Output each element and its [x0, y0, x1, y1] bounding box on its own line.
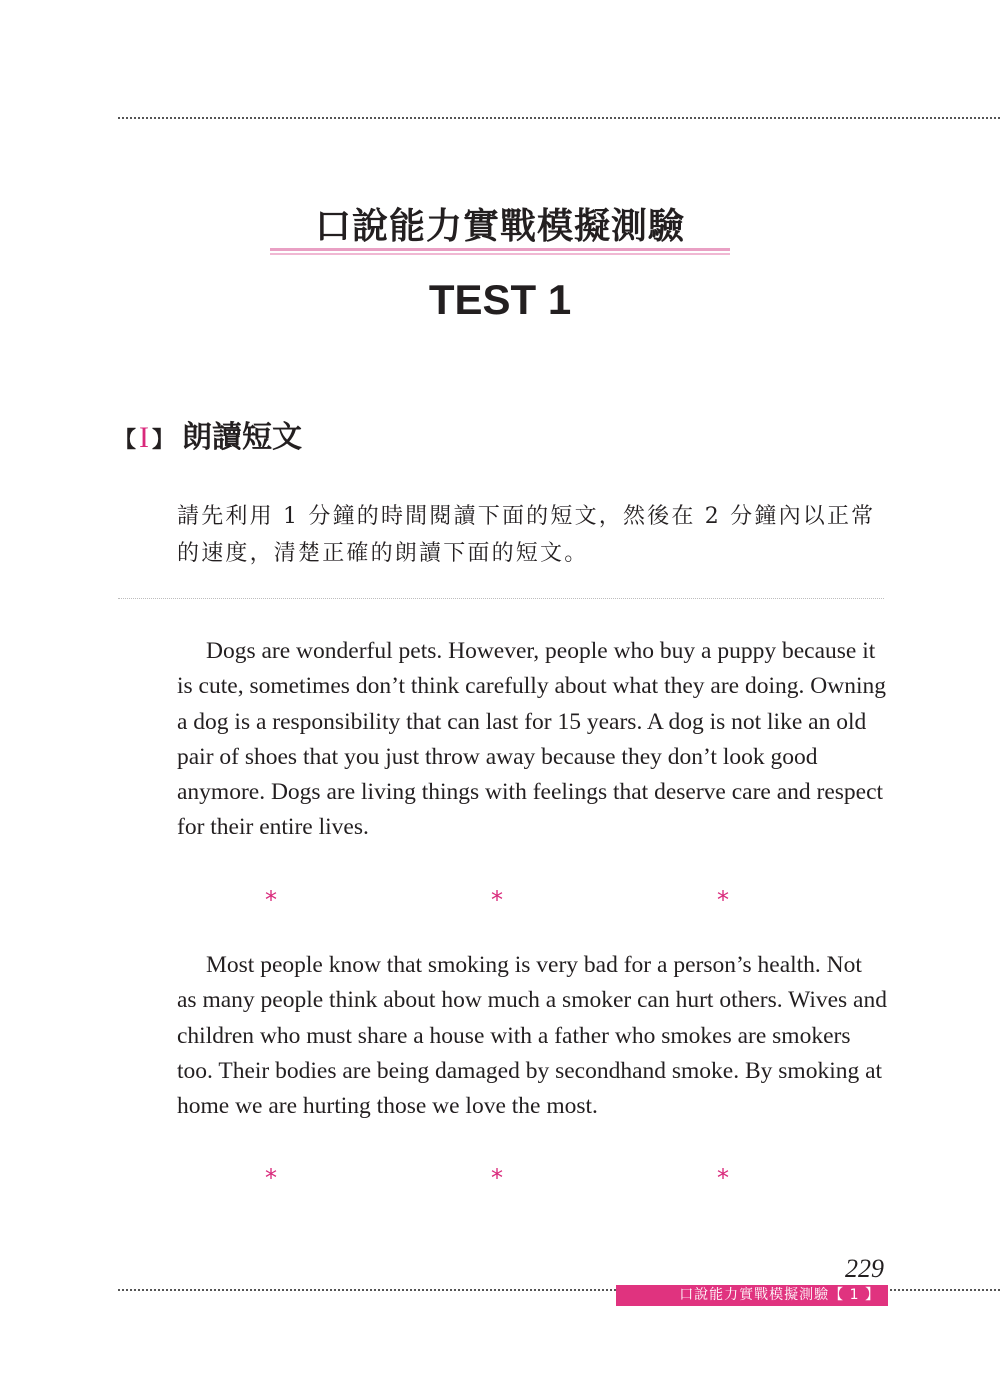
- instructions-divider: [118, 598, 884, 599]
- section-bracket-close: 】: [152, 427, 175, 453]
- reading-passage-2: Most people know that smoking is very bad for a person’s health. Not as many people think about how much a smoker can hurt others. Wives and children who must share a house with a father who smokes are smokers too. Their bodies are being damaged by secondhand smoke. By smoking at home we are hurting those we love the most.: [177, 952, 887, 1120]
- asterisk-divider-1: [177, 886, 887, 916]
- section-number: I: [139, 421, 150, 454]
- asterisk-mark: *: [717, 886, 729, 914]
- top-dotted-rule: [118, 117, 1000, 119]
- page-number: 229: [845, 1254, 884, 1283]
- asterisk-mark: *: [491, 1164, 503, 1192]
- section-title: 朗讀短文: [182, 420, 303, 455]
- instructions-text: 請先利用 1 分鐘的時間閱讀下面的短文，然後在 2 分鐘內以正常的速度，清楚正確的朗讀下面的短文。: [177, 504, 876, 566]
- title-underline: [270, 248, 730, 251]
- footer-chapter-tab: 口說能力實戰模擬測驗【 1 】: [616, 1285, 888, 1306]
- title-underline-secondary: [270, 253, 730, 255]
- reading-passage-1: Dogs are wonderful pets. However, people who buy a puppy because it is cute, sometimes don’t think carefully about what they are doing. Owning a dog is a responsibility that can last for 15 years. A dog is not like an old pair of shoes that you just throw away because they don’t look good anymore. Dogs are living things with feelings that deserve care and respect for their entire lives.: [177, 638, 886, 841]
- asterisk-mark: *: [265, 1164, 277, 1192]
- page-title: 口說能力實戰模擬測驗: [314, 205, 685, 247]
- asterisk-mark: *: [265, 886, 277, 914]
- asterisk-mark: *: [491, 886, 503, 914]
- asterisk-divider-2: [177, 1164, 887, 1194]
- section-bracket-open: 【: [114, 427, 137, 453]
- test-label: TEST 1: [428, 276, 572, 323]
- asterisk-mark: *: [717, 1164, 729, 1192]
- section-heading: [114, 412, 302, 456]
